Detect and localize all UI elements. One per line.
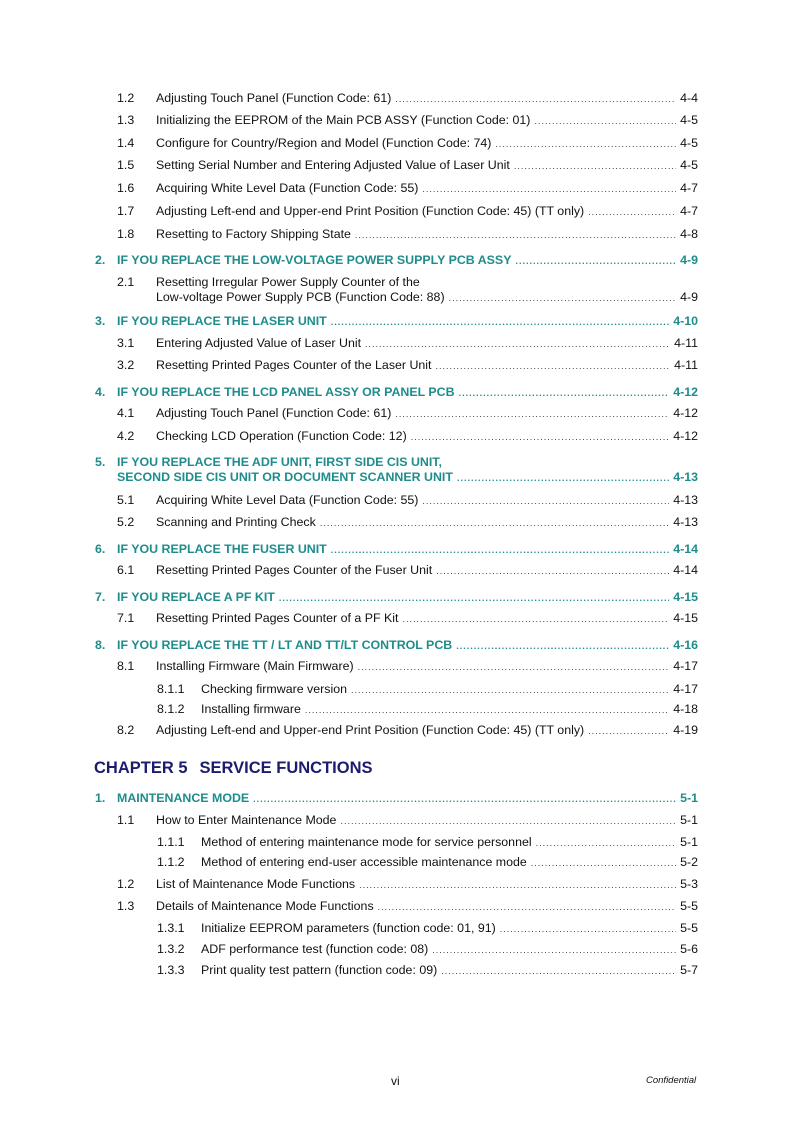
toc-entry-number: 1.1.2 (157, 855, 185, 869)
toc-entry-title: Checking LCD Operation (Function Code: 12) (156, 429, 407, 443)
dot-leader (279, 591, 669, 606)
toc-entry-number: 6. (95, 542, 106, 556)
chapter-label: CHAPTER 5 (94, 759, 188, 777)
toc-entry-title: SECOND SIDE CIS UNIT OR DOCUMENT SCANNER UNIT (117, 470, 453, 484)
toc-entry-title: Details of Maintenance Mode Functions (156, 899, 374, 913)
toc-entry[interactable] (157, 855, 698, 871)
dot-leader (436, 359, 671, 374)
toc-entry-number: 3.1 (117, 336, 135, 350)
toc-entry-title: Low-voltage Power Supply PCB (Function Code: 88) (156, 290, 445, 304)
dot-leader (588, 724, 669, 739)
toc-page-number: 4-12 (673, 406, 698, 420)
toc-page-number: 4-12 (673, 385, 698, 399)
chapter-title: SERVICE FUNCTIONS (199, 759, 373, 777)
dot-leader (456, 639, 669, 654)
dot-leader (411, 430, 669, 445)
toc-page-number: 4-15 (673, 611, 698, 625)
toc-entry-title: Adjusting Touch Panel (Function Code: 61) (156, 91, 392, 105)
toc-page-number: 4-7 (680, 181, 698, 195)
dot-leader (320, 516, 669, 531)
dot-leader (515, 254, 676, 269)
dot-leader (457, 471, 669, 486)
toc-entry-title: MAINTENANCE MODE (117, 791, 250, 805)
toc-entry-title: IF YOU REPLACE THE LOW-VOLTAGE POWER SUPPLY PCB ASSY (117, 253, 512, 267)
toc-entry[interactable] (117, 358, 698, 374)
toc-section-heading[interactable] (95, 638, 698, 654)
toc-entry-number: 6.1 (117, 563, 135, 577)
toc-entry[interactable] (117, 899, 698, 915)
toc-entry-title: Resetting Printed Pages Counter of the Fuser Unit (156, 563, 433, 577)
toc-entry-title: IF YOU REPLACE THE LCD PANEL ASSY OR PANEL PCB (117, 385, 455, 399)
dot-leader (459, 386, 670, 401)
toc-entry-title: Acquiring White Level Data (Function Code: 55) (156, 493, 419, 507)
toc-page-number: 4-5 (680, 158, 698, 172)
dot-leader (331, 543, 669, 558)
toc-entry-number: 1. (95, 791, 106, 805)
toc-entry[interactable] (117, 406, 698, 422)
toc-entry-number: 4.1 (117, 406, 135, 420)
toc-page-number: 4-18 (673, 702, 698, 716)
toc-entry-title: ADF performance test (function code: 08) (201, 942, 429, 956)
toc-entry-number: 2. (95, 253, 106, 267)
toc-entry[interactable] (117, 611, 698, 627)
toc-entry[interactable] (117, 563, 698, 579)
toc-entry-number: 4. (95, 385, 106, 399)
toc-page-number: 4-10 (673, 314, 698, 328)
toc-page-number: 4-13 (673, 493, 698, 507)
toc-entry[interactable] (117, 336, 698, 352)
toc-entry[interactable] (117, 429, 698, 445)
dot-leader (253, 792, 676, 807)
toc-entry[interactable] (117, 515, 698, 531)
toc-entry-number: 8.1.1 (157, 682, 185, 696)
toc-entry-number: 1.2 (117, 91, 135, 105)
dot-leader (536, 836, 676, 851)
toc-page-number: 4-17 (673, 659, 698, 673)
toc-entry-number: 5.2 (117, 515, 135, 529)
toc-page-number: 5-1 (680, 835, 698, 849)
toc-entry[interactable] (157, 942, 698, 958)
toc-entry-title: Initializing the EEPROM of the Main PCB ASSY (Function Code: 01) (156, 113, 531, 127)
toc-section-heading[interactable] (95, 253, 698, 269)
toc-entry-title: Entering Adjusted Value of Laser Unit (156, 336, 362, 350)
toc-section-heading[interactable] (95, 314, 698, 330)
toc-page-number: 4-16 (673, 638, 698, 652)
toc-page-number: 5-6 (680, 942, 698, 956)
toc-entry-title: Installing firmware (201, 702, 301, 716)
toc-entry[interactable] (157, 682, 698, 698)
dot-leader (449, 291, 677, 306)
toc-entry[interactable] (117, 659, 698, 675)
toc-entry-number: 8. (95, 638, 106, 652)
dot-leader (531, 856, 676, 871)
toc-entry-number: 1.8 (117, 227, 135, 241)
dot-leader (395, 407, 669, 422)
toc-page-number: 4-14 (673, 563, 698, 577)
toc-page-number: 5-1 (680, 791, 698, 805)
toc-entry-number: 1.3.1 (157, 921, 185, 935)
toc-entry-number: 1.5 (117, 158, 135, 172)
dot-leader (436, 564, 669, 579)
toc-page-number: 4-13 (673, 515, 698, 529)
dot-leader (358, 660, 670, 675)
toc-entry-number: 1.1.1 (157, 835, 185, 849)
toc-entry-title: Resetting Irregular Power Supply Counter of the (156, 275, 420, 289)
toc-entry[interactable] (117, 204, 698, 220)
toc-entry-number: 5. (95, 455, 106, 469)
toc-entry-title: Scanning and Printing Check (156, 515, 316, 529)
toc-entry[interactable] (117, 813, 698, 829)
toc-entry[interactable] (117, 877, 698, 893)
dot-leader (588, 205, 676, 220)
toc-entry-number: 8.1 (117, 659, 135, 673)
toc-entry-number: 1.3 (117, 899, 135, 913)
dot-leader (441, 964, 676, 979)
toc-entry-title: Configure for Country/Region and Model (Function Code: 74) (156, 136, 492, 150)
toc-entry-title: Resetting Printed Pages Counter of a PF Kit (156, 611, 399, 625)
toc-entry-title: Adjusting Touch Panel (Function Code: 61) (156, 406, 392, 420)
toc-entry-title: Checking firmware version (201, 682, 347, 696)
toc-entry-title: Print quality test pattern (function code: 09) (201, 963, 438, 977)
dot-leader (351, 683, 669, 698)
toc-entry-number: 5.1 (117, 493, 135, 507)
toc-entry-title: IF YOU REPLACE THE LASER UNIT (117, 314, 327, 328)
toc-page-number: 4-17 (673, 682, 698, 696)
toc-entry-number: 1.3.2 (157, 942, 185, 956)
toc-entry-number: 3. (95, 314, 106, 328)
dot-leader (359, 878, 676, 893)
toc-section-heading[interactable] (95, 590, 698, 606)
toc-entry-number: 1.2 (117, 877, 135, 891)
toc-entry-title: Resetting Printed Pages Counter of the Laser Unit (156, 358, 432, 372)
toc-entry-number: 8.2 (117, 723, 135, 737)
toc-entry-title: Adjusting Left-end and Upper-end Print Position (Function Code: 45) (TT only) (156, 723, 585, 737)
dot-leader (305, 703, 669, 718)
toc-entry-title: Method of entering maintenance mode for service personnel (201, 835, 532, 849)
toc-page-number: 4-5 (680, 113, 698, 127)
toc-entry-title: Setting Serial Number and Entering Adjusted Value of Laser Unit (156, 158, 510, 172)
toc-section-heading[interactable] (95, 542, 698, 558)
dot-leader (534, 114, 676, 129)
toc-entry[interactable] (157, 921, 698, 937)
toc-page-number: 4-8 (680, 227, 698, 241)
toc-section-heading[interactable] (95, 385, 698, 401)
toc-entry-number: 7.1 (117, 611, 135, 625)
dot-leader (340, 814, 676, 829)
toc-entry[interactable] (117, 275, 698, 306)
toc-entry-number: 1.3 (117, 113, 135, 127)
toc-entry-title: Installing Firmware (Main Firmware) (156, 659, 354, 673)
toc-page-number: 4-9 (680, 290, 698, 304)
toc-entry-title: Adjusting Left-end and Upper-end Print Position (Function Code: 45) (TT only) (156, 204, 585, 218)
toc-entry-number: 2.1 (117, 275, 135, 289)
toc-entry[interactable] (117, 158, 698, 174)
toc-page-number: 4-13 (673, 470, 698, 484)
dot-leader (378, 900, 676, 915)
toc-entry[interactable] (117, 493, 698, 509)
dot-leader (514, 159, 676, 174)
toc-page-number: 4-15 (673, 590, 698, 604)
toc-entry-number: 8.1.2 (157, 702, 185, 716)
toc-entry-number: 7. (95, 590, 106, 604)
toc-section-heading[interactable] (95, 455, 698, 486)
dot-leader (355, 228, 676, 243)
toc-entry-number: 1.6 (117, 181, 135, 195)
toc-entry-title: IF YOU REPLACE THE ADF UNIT, FIRST SIDE CIS UNIT, (117, 455, 442, 469)
toc-entry[interactable] (117, 136, 698, 152)
toc-section-heading[interactable] (95, 791, 698, 807)
toc-entry[interactable] (157, 835, 698, 851)
toc-entry-number: 1.7 (117, 204, 135, 218)
toc-entry-number: 1.1 (117, 813, 135, 827)
toc-page-number: 4-7 (680, 204, 698, 218)
toc-page-number: 5-5 (680, 921, 698, 935)
toc-page-number: 4-9 (680, 253, 698, 267)
toc-page-number: 4-14 (673, 542, 698, 556)
toc-page-number: 4-12 (673, 429, 698, 443)
toc-page-number: 5-5 (680, 899, 698, 913)
dot-leader (422, 494, 669, 509)
toc-page-number: 5-3 (680, 877, 698, 891)
toc-entry-number: 1.3.3 (157, 963, 185, 977)
dot-leader (365, 337, 670, 352)
toc-entry-title: Method of entering end-user accessible maintenance mode (201, 855, 527, 869)
toc-entry-title: Initialize EEPROM parameters (function code: 01, 91) (201, 921, 496, 935)
toc-page-number: 4-4 (680, 91, 698, 105)
toc-entry[interactable] (117, 723, 698, 739)
toc-entry[interactable] (117, 91, 698, 107)
toc-page-number: 5-1 (680, 813, 698, 827)
toc-page-number: 4-19 (673, 723, 698, 737)
toc-entry-title: Resetting to Factory Shipping State (156, 227, 351, 241)
toc-page-number: 5-7 (680, 963, 698, 977)
toc-entry-title: How to Enter Maintenance Mode (156, 813, 337, 827)
toc-entry-number: 3.2 (117, 358, 135, 372)
dot-leader (422, 182, 676, 197)
toc-entry-title: Acquiring White Level Data (Function Code: 55) (156, 181, 419, 195)
chapter-heading (94, 759, 372, 778)
toc-entry[interactable] (117, 181, 698, 197)
dot-leader (500, 922, 676, 937)
toc-entry[interactable] (157, 702, 698, 718)
toc-entry-title: IF YOU REPLACE THE TT / LT AND TT/LT CONTROL PCB (117, 638, 453, 652)
toc-entry-number: 1.4 (117, 136, 135, 150)
toc-entry-number: 4.2 (117, 429, 135, 443)
toc-entry[interactable] (117, 113, 698, 129)
dot-leader (331, 315, 669, 330)
toc-entry[interactable] (117, 227, 698, 243)
toc-entry[interactable] (157, 963, 698, 979)
page-number: vi (391, 1074, 400, 1088)
dot-leader (495, 137, 676, 152)
toc-entry-title: IF YOU REPLACE THE FUSER UNIT (117, 542, 327, 556)
dot-leader (432, 943, 676, 958)
toc-page-number: 4-11 (674, 358, 698, 372)
toc-page-number: 5-2 (680, 855, 698, 869)
toc-page-number: 4-5 (680, 136, 698, 150)
dot-leader (395, 92, 676, 107)
dot-leader (402, 612, 669, 627)
toc-entry-title: IF YOU REPLACE A PF KIT (117, 590, 275, 604)
toc-page-number: 4-11 (674, 336, 698, 350)
toc-entry-title: List of Maintenance Mode Functions (156, 877, 356, 891)
confidential-label: Confidential (646, 1075, 697, 1086)
